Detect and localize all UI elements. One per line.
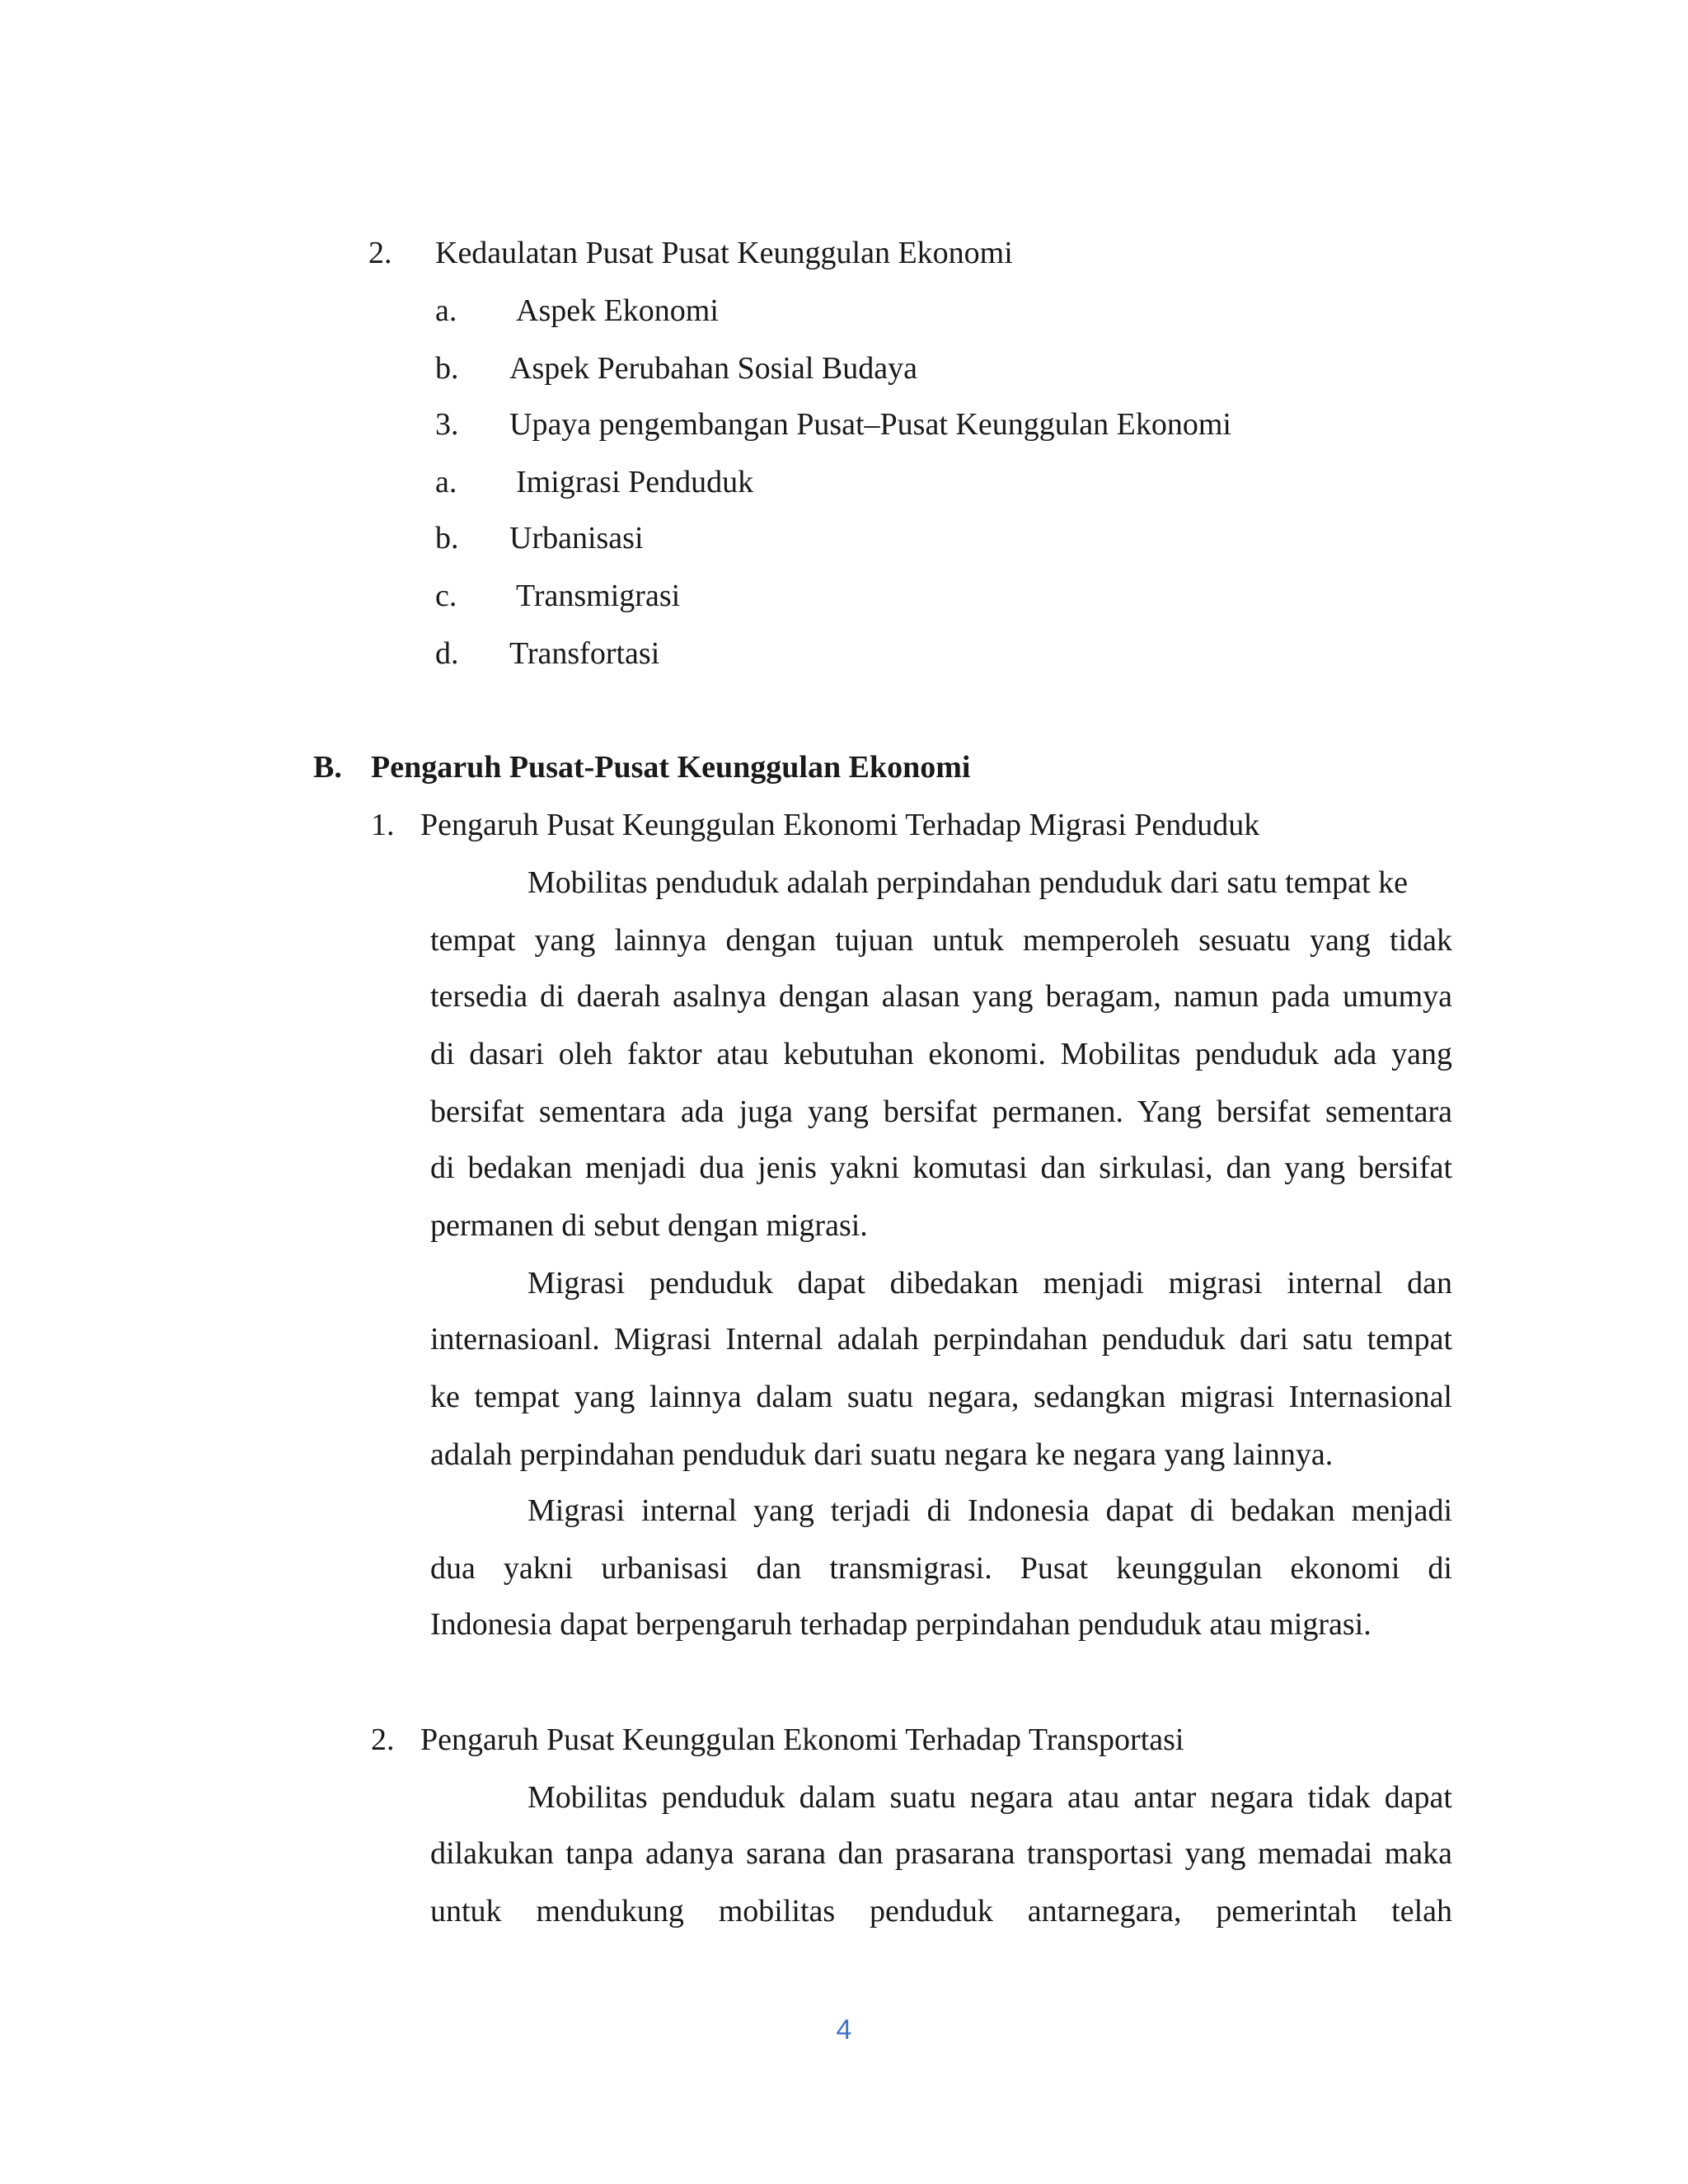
list-item-text: Aspek Perubahan Sosial Budaya [509, 351, 917, 386]
paragraph-line: bersifat sementara ada juga yang bersifat permanen. Yang bersifat sementara [430, 1094, 1452, 1129]
list-item-text: Aspek Ekonomi [516, 293, 719, 328]
paragraph-line: tempat yang lainnya dengan tujuan untuk memperoleh sesuatu yang tidak [430, 923, 1452, 958]
list-item-text: Transmigrasi [516, 579, 681, 613]
paragraph-line: adalah perpindahan penduduk dari suatu negara ke negara yang lainnya. [430, 1437, 1334, 1472]
paragraph-line: ke tempat yang lainnya dalam suatu negara, sedangkan migrasi Internasional [430, 1380, 1452, 1414]
list-letter: b. [435, 521, 459, 555]
paragraph-line: di bedakan menjadi dua jenis yakni komutasi dan sirkulasi, dan yang bersifat [430, 1151, 1452, 1185]
paragraph-line: Migrasi internal yang terjadi di Indonesia dapat di bedakan menjadi [528, 1493, 1452, 1528]
paragraph-line: Indonesia dapat berpengaruh terhadap perpindahan penduduk atau migrasi. [430, 1607, 1372, 1642]
paragraph-line: di dasari oleh faktor atau kebutuhan ekonomi. Mobilitas penduduk ada yang [430, 1037, 1452, 1071]
paragraph-line: Migrasi penduduk dapat dibedakan menjadi migrasi internal dan [528, 1266, 1452, 1301]
list-number: 2. [368, 236, 392, 270]
subsection-number: 1. [371, 808, 395, 842]
list-item-text: Transfortasi [509, 636, 660, 671]
list-item-text: Upaya pengembangan Pusat–Pusat Keunggulan Ekonomi [509, 407, 1231, 442]
list-number: 3. [435, 407, 459, 442]
list-letter: d. [435, 636, 459, 671]
paragraph-line: Mobilitas penduduk adalah perpindahan penduduk dari satu tempat ke [528, 865, 1408, 900]
list-item-text: Urbanisasi [509, 521, 644, 555]
list-letter: a. [435, 465, 457, 499]
list-letter: a. [435, 293, 457, 328]
paragraph-line: internasioanl. Migrasi Internal adalah perpindahan penduduk dari satu tempat [430, 1322, 1452, 1357]
paragraph-line: dua yakni urbanisasi dan transmigrasi. Pusat keunggulan ekonomi di [430, 1551, 1452, 1586]
paragraph-line: dilakukan tanpa adanya sarana dan prasarana transportasi yang memadai maka [430, 1836, 1452, 1871]
list-item-text: Kedaulatan Pusat Pusat Keunggulan Ekonomi [435, 236, 1013, 270]
paragraph-line: tersedia di daerah asalnya dengan alasan yang beragam, namun pada umumya [430, 979, 1452, 1014]
section-heading: Pengaruh Pusat-Pusat Keunggulan Ekonomi [371, 750, 971, 785]
subsection-title: Pengaruh Pusat Keunggulan Ekonomi Terhadap Transportasi [420, 1722, 1184, 1757]
paragraph-line: permanen di sebut dengan migrasi. [430, 1208, 868, 1243]
paragraph-line: untuk mendukung mobilitas penduduk antarnegara, pemerintah telah [430, 1894, 1452, 1929]
list-item-text: Imigrasi Penduduk [516, 465, 754, 499]
page-number: 4 [836, 2014, 852, 2046]
list-letter: b. [435, 351, 459, 386]
paragraph-line: Mobilitas penduduk dalam suatu negara atau antar negara tidak dapat [528, 1780, 1452, 1815]
subsection-title: Pengaruh Pusat Keunggulan Ekonomi Terhadap Migrasi Penduduk [420, 808, 1260, 842]
section-letter: B. [313, 750, 342, 785]
subsection-number: 2. [371, 1722, 395, 1757]
list-letter: c. [435, 579, 457, 613]
